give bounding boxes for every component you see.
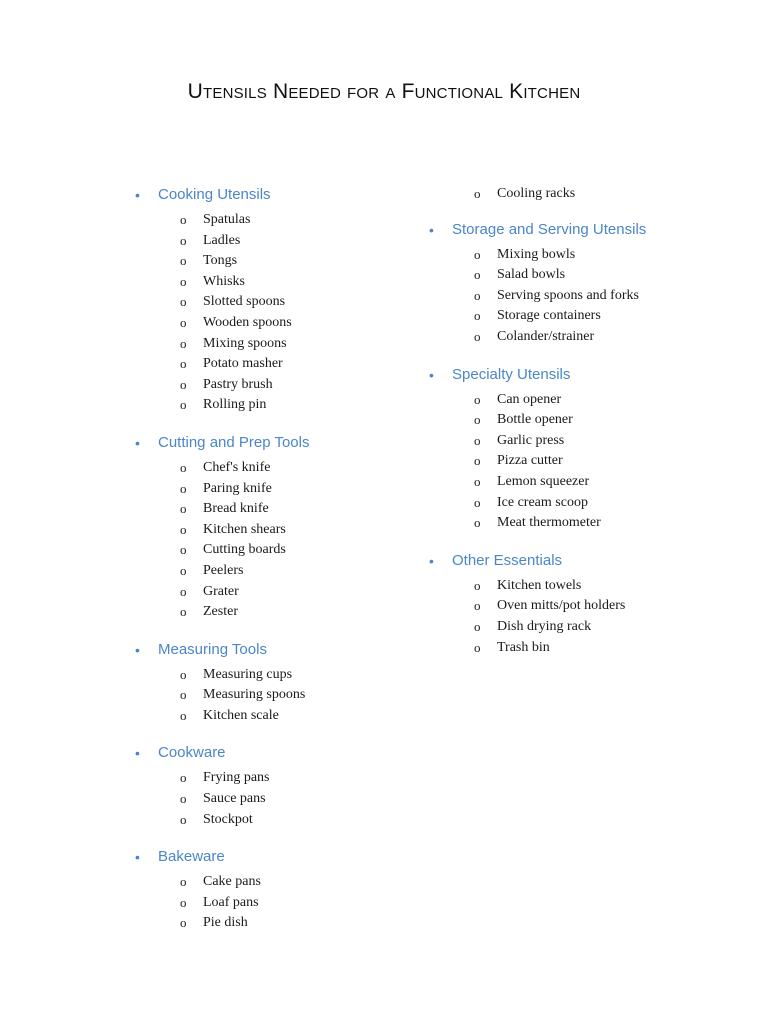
list-item — [178, 768, 400, 789]
list-item-label: Salad bowls — [497, 267, 566, 283]
list-item-label: Whisks — [203, 273, 245, 289]
list-item — [472, 596, 724, 617]
section-heading-label: Storage and Serving Utensils — [452, 220, 647, 238]
sub-bullet-icon: o — [180, 480, 187, 496]
list-item-label: Storage containers — [497, 308, 601, 324]
list-item-label: Can opener — [497, 391, 562, 407]
list-item-label: Kitchen shears — [203, 521, 286, 537]
section-heading-label: Bakeware — [158, 848, 225, 866]
list-item-label: Stockpot — [203, 811, 253, 827]
list-item-label: Colander/strainer — [497, 328, 595, 344]
sub-bullet-icon: o — [180, 894, 187, 910]
sub-bullet-icon: o — [180, 562, 187, 578]
sub-bullet-icon: o — [180, 791, 187, 807]
sub-bullet-icon: o — [180, 583, 187, 599]
list-item-label: Kitchen scale — [203, 707, 279, 723]
sub-bullet-icon: o — [474, 287, 481, 303]
list-item — [178, 561, 400, 582]
list-item — [178, 354, 400, 375]
list-item — [178, 540, 400, 561]
sub-bullet-icon: o — [180, 915, 187, 931]
list-item-label: Potato masher — [203, 356, 283, 372]
list-item — [178, 706, 400, 727]
sub-bullet-icon: o — [180, 356, 187, 372]
sub-bullet-icon: o — [474, 598, 481, 614]
list-item-label: Frying pans — [203, 770, 270, 786]
list-item-label: Meat thermometer — [497, 515, 601, 531]
list-item-label: Trash bin — [497, 639, 550, 655]
list-item-label: Wooden spoons — [203, 314, 292, 330]
list-item — [178, 334, 400, 355]
list-item — [472, 576, 724, 597]
list-item-label: Ladles — [203, 232, 241, 248]
sub-bullet-icon: o — [180, 294, 187, 310]
list-item-label: Grater — [203, 583, 239, 599]
list-item-label: Spatulas — [203, 212, 251, 227]
sub-bullet-icon: o — [474, 639, 481, 655]
section-other-essentials — [424, 546, 724, 658]
sub-bullet-icon: o — [180, 397, 187, 413]
sub-bullet-icon: o — [180, 459, 187, 475]
bullet-icon: • — [429, 552, 434, 569]
sub-bullet-icon: o — [180, 874, 187, 890]
list-item-label: Kitchen towels — [497, 577, 582, 593]
section-heading-label: Cutting and Prep Tools — [158, 433, 310, 451]
list-item-label: Loaf pans — [203, 894, 259, 910]
list-item — [178, 313, 400, 334]
sub-bullet-icon: o — [180, 542, 187, 558]
list-item-label: Cutting boards — [203, 542, 286, 558]
list-item-label: Cooling racks — [497, 186, 576, 201]
item-list — [130, 872, 400, 934]
list-item — [178, 582, 400, 603]
bullet-icon: • — [135, 641, 140, 658]
section-heading — [130, 842, 400, 872]
section-heading-label: Other Essentials — [452, 551, 563, 569]
section-storage-and-serving-utensils — [424, 215, 724, 348]
list-item — [178, 520, 400, 541]
sub-bullet-icon: o — [180, 501, 187, 517]
section-heading-label: Measuring Tools — [158, 640, 267, 658]
section-cooking-utensils — [130, 180, 400, 416]
list-item-label: Zester — [203, 604, 238, 620]
bullet-icon: • — [429, 366, 434, 383]
sub-bullet-icon: o — [474, 432, 481, 448]
list-item — [178, 458, 400, 479]
item-list — [424, 245, 724, 348]
sub-bullet-icon: o — [474, 453, 481, 469]
section-heading-label: Cookware — [158, 744, 226, 762]
section-measuring-tools — [130, 635, 400, 727]
bullet-icon: • — [135, 849, 140, 866]
section-heading — [130, 428, 400, 458]
list-item — [178, 893, 400, 914]
sub-bullet-icon: o — [474, 494, 481, 510]
list-item — [178, 685, 400, 706]
bullet-icon: • — [429, 221, 434, 238]
list-item — [178, 231, 400, 252]
section-cutting-and-prep-tools — [130, 428, 400, 623]
list-item — [472, 306, 724, 327]
section-heading-label: Specialty Utensils — [452, 365, 571, 383]
list-item-label: Lemon squeezer — [497, 473, 590, 489]
item-list — [130, 768, 400, 830]
list-item — [472, 390, 724, 411]
list-item — [178, 479, 400, 500]
sub-bullet-icon: o — [180, 253, 187, 269]
list-item-label: Bottle opener — [497, 412, 573, 428]
list-item-label: Peelers — [203, 562, 244, 578]
list-item — [472, 493, 724, 514]
list-item — [472, 286, 724, 307]
section-heading — [130, 635, 400, 665]
bullet-icon: • — [135, 187, 140, 203]
list-item — [472, 265, 724, 286]
sub-bullet-icon: o — [474, 618, 481, 634]
item-list — [130, 458, 400, 623]
sub-bullet-icon: o — [474, 308, 481, 324]
list-item-label: Pastry brush — [203, 376, 273, 392]
sub-bullet-icon: o — [180, 666, 187, 682]
sub-bullet-icon: o — [180, 314, 187, 330]
sub-bullet-icon: o — [180, 770, 187, 786]
sub-bullet-icon: o — [474, 267, 481, 283]
list-item — [178, 499, 400, 520]
sub-bullet-icon: o — [180, 376, 187, 392]
list-item-label: Cake pans — [203, 874, 261, 890]
sub-bullet-icon: o — [180, 521, 187, 537]
left-column — [130, 180, 400, 946]
list-item-label: Paring knife — [203, 480, 272, 496]
sub-bullet-icon: o — [474, 412, 481, 428]
page-title: Utensils Needed for a Functional Kitchen — [187, 80, 581, 103]
section-heading — [424, 215, 724, 245]
list-item-label: Pie dish — [203, 915, 248, 931]
list-item-label: Rolling pin — [203, 397, 267, 413]
list-item — [178, 395, 400, 416]
list-item — [472, 184, 724, 205]
list-item-label: Ice cream scoop — [497, 494, 588, 510]
list-item-label: Sauce pans — [203, 791, 266, 807]
sub-bullet-icon: o — [474, 577, 481, 593]
list-item — [472, 245, 724, 266]
sub-bullet-icon: o — [180, 273, 187, 289]
list-item — [472, 638, 724, 659]
section-cookware — [130, 738, 400, 830]
list-item — [178, 375, 400, 396]
list-item-label: Slotted spoons — [203, 294, 286, 310]
section-heading — [424, 360, 724, 390]
list-item — [472, 410, 724, 431]
item-list — [130, 665, 400, 727]
sub-bullet-icon: o — [474, 473, 481, 489]
sub-bullet-icon: o — [180, 232, 187, 248]
list-item — [178, 872, 400, 893]
continued-list — [424, 184, 724, 205]
sub-bullet-icon: o — [474, 186, 481, 201]
list-item — [178, 602, 400, 623]
sub-bullet-icon: o — [474, 246, 481, 262]
list-item — [178, 272, 400, 293]
list-item-label: Measuring cups — [203, 666, 293, 682]
list-item — [178, 665, 400, 686]
list-item-label: Mixing bowls — [497, 246, 576, 262]
list-item-label: Oven mitts/pot holders — [497, 598, 626, 614]
item-list — [424, 390, 724, 534]
list-item — [472, 451, 724, 472]
list-item — [178, 210, 400, 231]
sub-bullet-icon: o — [180, 212, 187, 227]
list-item — [472, 513, 724, 534]
list-item — [178, 789, 400, 810]
sub-bullet-icon: o — [180, 811, 187, 827]
section-heading — [130, 738, 400, 768]
list-item-label: Serving spoons and forks — [497, 287, 639, 303]
list-item — [178, 292, 400, 313]
sub-bullet-icon: o — [180, 687, 187, 703]
sub-bullet-icon: o — [474, 328, 481, 344]
item-list — [424, 576, 724, 658]
list-item-label: Measuring spoons — [203, 687, 306, 703]
sub-bullet-icon: o — [180, 604, 187, 620]
list-item-label: Mixing spoons — [203, 335, 287, 351]
list-item-label: Pizza cutter — [497, 453, 563, 469]
item-list — [130, 210, 400, 416]
bullet-icon: • — [135, 434, 140, 451]
list-item — [472, 617, 724, 638]
list-item — [178, 913, 400, 934]
list-item — [472, 472, 724, 493]
section-heading — [130, 180, 400, 210]
list-item-label: Chef's knife — [203, 459, 271, 475]
section-specialty-utensils — [424, 360, 724, 534]
list-item-label: Dish drying rack — [497, 618, 592, 634]
bullet-icon: • — [135, 745, 140, 762]
section-heading — [424, 546, 724, 576]
list-item — [472, 431, 724, 452]
list-item-label: Bread knife — [203, 501, 269, 517]
sub-bullet-icon: o — [474, 515, 481, 531]
sub-bullet-icon: o — [180, 335, 187, 351]
right-column — [424, 180, 724, 670]
list-item-label: Garlic press — [497, 432, 565, 448]
section-bakeware — [130, 842, 400, 934]
list-item-label: Tongs — [203, 253, 238, 269]
sub-bullet-icon: o — [180, 707, 187, 723]
list-item — [472, 327, 724, 348]
sub-bullet-icon: o — [474, 391, 481, 407]
section-heading-label: Cooking Utensils — [158, 186, 271, 203]
list-item — [178, 810, 400, 831]
list-item — [178, 251, 400, 272]
